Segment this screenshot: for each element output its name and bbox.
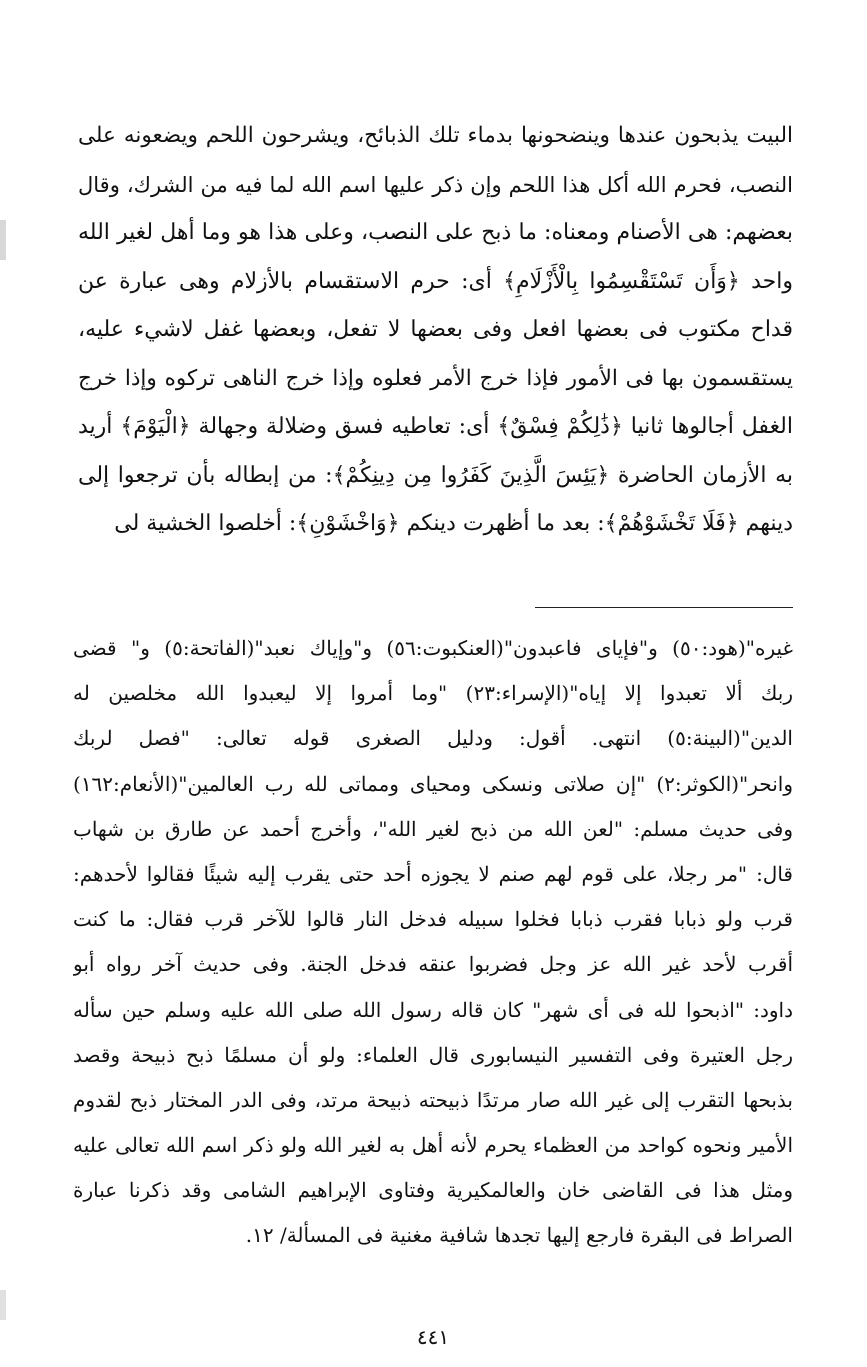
footnote-line-4: وانحر"(الكوثر:٢) "إن صلاتى ونسكى ومحياى ومماتى لله رب العالمين"(الأنعام:١٦٢) xyxy=(73,771,793,796)
main-line-3: بعضهم: هى الأصنام ومعناه: ما ذبح على النصب، وعلى هذا هو وما أهل لغير الله xyxy=(78,220,793,245)
main-line-7: الغفل أجالوها ثانيا ﴿ذَٰلِكُمْ فِسْقٌ﴾ أى: تعاطيه فسق وضلالة وجهالة ﴿الْيَوْمَ﴾ أريد xyxy=(78,414,793,439)
footnote-line-11: بذبحها التقرب إلى غير الله صار مرتدًا ذبيحته ذبيحة مرتد، وفى الدر المختار ذبح لقدوم xyxy=(73,1087,793,1112)
main-line-2: النصب، فحرم الله أكل هذا اللحم وإن ذكر عليها اسم الله لما فيه من الشرك، وقال xyxy=(78,172,793,197)
footnote-line-8: أقرب لأحد غير الله عز وجل فضربوا عنقه فدخل الجنة. وفى حديث آخر رواه أبو xyxy=(73,952,793,977)
main-line-6: يستقسمون بها فى الأمور فإذا خرج الأمر فعلوه وإذا خرج الناهى تركوه وإذا خرج xyxy=(78,365,793,391)
scan-edge-shadow-bottom xyxy=(0,1290,6,1320)
footnote-line-5: وفى حديث مسلم: "لعن الله من ذبح لغير الله"، وأخرج أحمد عن طارق بن شهاب xyxy=(73,816,793,841)
footnote-line-12: الأمير ونحوه كواحد من العظماء يحرم لأنه أهل به لغير الله ولو ذكر اسم الله تعالى عليه xyxy=(73,1133,793,1158)
footnote-line-2: ربك ألا تعبدوا إلا إياه"(الإسراء:٢٣) "وما أمروا إلا ليعبدوا الله مخلصين له xyxy=(73,681,793,706)
footnote-line-9: داود: "اذبحوا لله فى أى شهر" كان قاله رسول الله صلى الله عليه وسلم حين سأله xyxy=(73,997,793,1022)
footnote-line-10: رجل العتيرة وفى التفسير النيسابورى قال العلماء: ولو أن مسلمًا ذبح ذبيحة وقصد xyxy=(73,1042,793,1067)
footnote-line-6: قال: "مر رجلا، على قوم لهم صنم لا يجوزه أحد حتى يقرب إليه شيئًا فقالوا لأحدهم: xyxy=(73,861,793,886)
main-line-4: واحد ﴿وَأَن تَسْتَقْسِمُوا بِالْأَزْلَامِ﴾ أى: حرم الاستقسام بالأزلام وهى عبارة عن xyxy=(78,268,793,294)
main-line-8: به الأزمان الحاضرة ﴿يَئِسَ الَّذِينَ كَفَرُوا مِن دِينِكُمْ﴾: من إبطاله بأن ترجعوا إلى xyxy=(78,462,793,488)
main-line-9: دينهم ﴿فَلَا تَخْشَوْهُمْ﴾: بعد ما أظهرت دينكم ﴿وَاخْشَوْنِ﴾: أخلصوا الخشية لى xyxy=(114,511,793,536)
footnote-line-3: الدين"(البينة:٥) انتهى. أقول: ودليل الصغرى قوله تعالى: "فصل لربك xyxy=(73,726,793,751)
scan-edge-shadow xyxy=(0,220,6,260)
page-number: ٤٤١ xyxy=(416,1325,450,1349)
footnote-line-1: غيره"(هود:٥٠) و"فإياى فاعبدون"(العنكبوت:٥٦) و"وإياك نعبد"(الفاتحة:٥) و" قضى xyxy=(73,636,793,660)
footnote-line-7: قرب ولو ذبابا فقرب ذبابا فخلوا سبيله فدخل النار قالوا للآخر قرب فقال: ما كنت xyxy=(73,907,793,932)
footnote-divider xyxy=(535,607,793,608)
main-line-1: البيت يذبحون عندها وينضحونها بدماء تلك الذبائح، ويشرحون اللحم ويضعونه على xyxy=(78,123,793,148)
footnote-text xyxy=(73,626,793,1259)
footnote-line-13: ومثل هذا فى القاضى خان والعالمكيرية وفتاوى الإبراهيم الشامى وقد ذكرنا عبارة xyxy=(73,1178,793,1203)
footnote-line-14: الصراط فى البقرة فارجع إليها تجدها شافية مغنية فى المسألة/ ١٢. xyxy=(245,1223,793,1248)
main-line-5: قداح مكتوب فى بعضها افعل وفى بعضها لا تفعل، وبعضها غفل لاشيء عليه، xyxy=(78,317,793,342)
main-body-text xyxy=(78,112,793,549)
